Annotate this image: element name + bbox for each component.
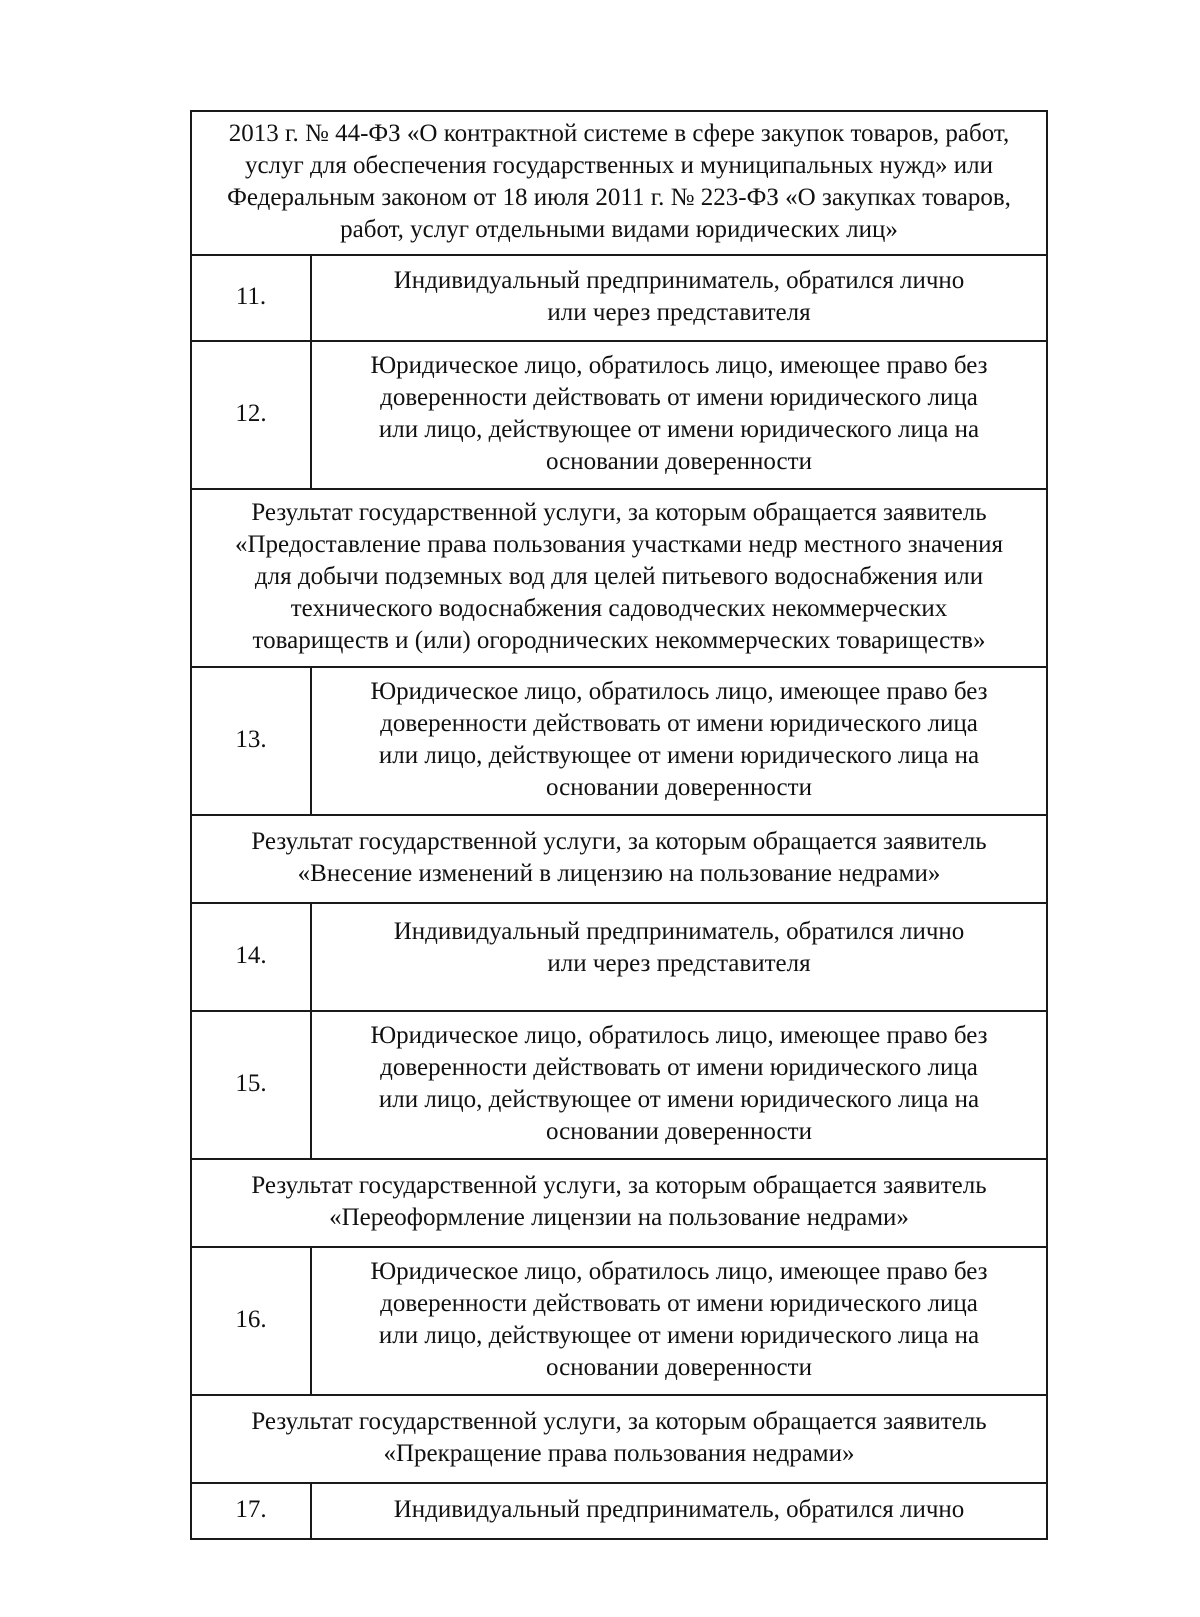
table-row [191,341,1047,489]
section-row [191,1395,1047,1483]
row-text: Индивидуальный предприниматель, обратился лично или через представителя [311,903,1047,1011]
table-row [191,1011,1047,1159]
table-header-row [191,111,1047,255]
table-row [191,1483,1047,1539]
row-number: 11. [191,255,311,341]
row-text: Юридическое лицо, обратилось лицо, имеющее право без доверенности действовать от имени юридического лица или лицо, действующее от имени юридического лица на основании доверенности [311,341,1047,489]
document-table [190,110,1048,1540]
row-text: Индивидуальный предприниматель, обратился лично [311,1483,1047,1539]
row-text: Юридическое лицо, обратилось лицо, имеющее право без доверенности действовать от имени юридического лица или лицо, действующее от имени юридического лица на основании доверенности [311,667,1047,815]
section-cell: Результат государственной услуги, за которым обращается заявитель «Прекращение права пользования недрами» [191,1395,1047,1483]
row-number: 13. [191,667,311,815]
row-text: Юридическое лицо, обратилось лицо, имеющее право без доверенности действовать от имени юридического лица или лицо, действующее от имени юридического лица на основании доверенности [311,1247,1047,1395]
row-number: 16. [191,1247,311,1395]
section-cell: Результат государственной услуги, за которым обращается заявитель «Переоформление лицензии на пользование недрами» [191,1159,1047,1247]
section-cell: Результат государственной услуги, за которым обращается заявитель «Предоставление права пользования участками недр местного значения для добычи подземных вод для целей питьевого водоснабжения или технического водоснабжения садоводческих некоммерческих товариществ и (или) огороднических некоммерческих товариществ» [191,489,1047,667]
row-text: Юридическое лицо, обратилось лицо, имеющее право без доверенности действовать от имени юридического лица или лицо, действующее от имени юридического лица на основании доверенности [311,1011,1047,1159]
table-row [191,903,1047,1011]
row-text: Индивидуальный предприниматель, обратился лично или через представителя [311,255,1047,341]
row-number: 17. [191,1483,311,1539]
section-row [191,815,1047,903]
row-number: 12. [191,341,311,489]
section-cell: Результат государственной услуги, за которым обращается заявитель «Внесение изменений в лицензию на пользование недрами» [191,815,1047,903]
table-row [191,1247,1047,1395]
header-cell: 2013 г. № 44-ФЗ «О контрактной системе в сфере закупок товаров, работ, услуг для обеспечения государственных и муниципальных нужд» или Федеральным законом от 18 июля 2011 г. № 223-ФЗ «О закупках товаров, работ, услуг отдельными видами юридических лиц» [191,111,1047,255]
table-row [191,667,1047,815]
row-number: 15. [191,1011,311,1159]
row-number: 14. [191,903,311,1011]
table-row [191,255,1047,341]
section-row [191,1159,1047,1247]
section-row [191,489,1047,667]
